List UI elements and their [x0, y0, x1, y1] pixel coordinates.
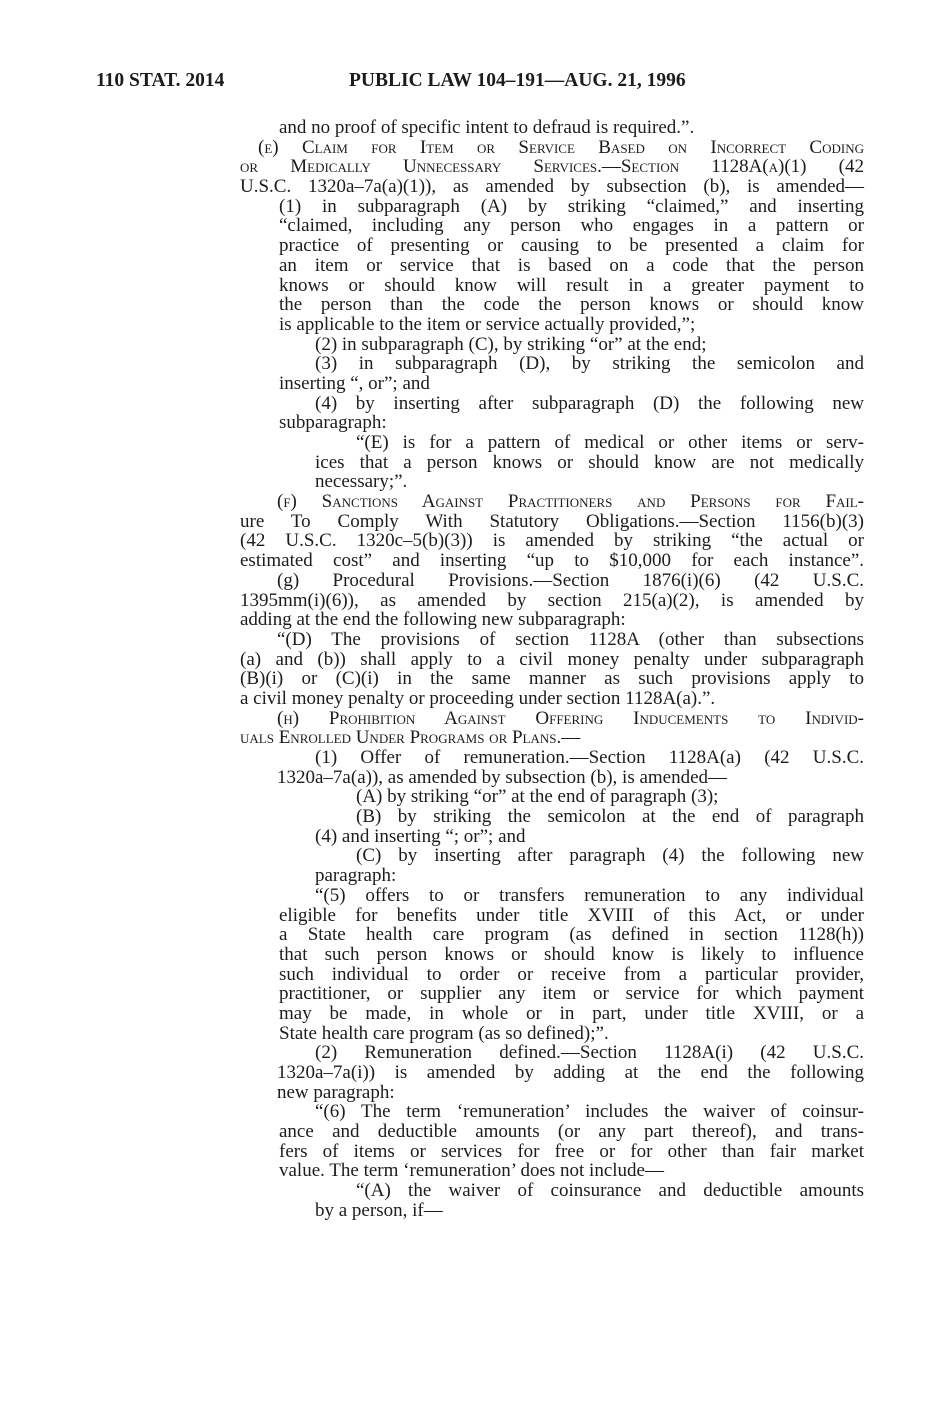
text-line: necessary;”.: [315, 471, 408, 493]
text-line: (B)(i) or (C)(i) in the same manner as such provisions apply to: [240, 668, 864, 690]
text-line: “claimed, including any person who engages in a pattern or: [279, 215, 864, 237]
text-line: [240, 157, 864, 177]
text-line: (2) in subparagraph (C), by striking “or” at the end;: [315, 333, 707, 355]
text-line: by a person, if—: [315, 1199, 443, 1221]
text-line: practitioner, or supplier any item or service for which payment: [279, 983, 864, 1005]
text-line: “(5) offers to or transfers remuneration to any individual: [315, 884, 864, 906]
text-line: 1320a–7a(a)), as amended by subsection (b), is amended—: [277, 766, 728, 788]
paragraph-heading: (2) Remuneration defined.—Section 1128A(i) (42 U.S.C.: [315, 1042, 864, 1064]
text-line: “(D) The provisions of section 1128A (other than subsections: [277, 628, 864, 650]
text-line: such individual to order or receive from a particular provider,: [279, 963, 864, 985]
text-line: (a) and (b)) shall apply to a civil money penalty under subparagraph: [240, 648, 864, 670]
text-line: 1395mm(i)(6)), as amended by section 215(a)(2), is amended by: [240, 589, 864, 611]
text-line: value. The term ‘remuneration’ does not include—: [279, 1160, 664, 1182]
text-line: eligible for benefits under title XVIII of this Act, or under: [279, 904, 864, 926]
paragraph-heading: (1) Offer of remuneration.—Section 1128A(a) (42 U.S.C.: [315, 747, 864, 768]
text-line: (C) by inserting after paragraph (4) the following new: [356, 845, 864, 867]
text-line: adding at the end the following new subparagraph:: [240, 609, 626, 631]
text-line: (3) in subparagraph (D), by striking the semicolon and: [315, 353, 864, 375]
text-line: ices that a person knows or should know are not medically: [315, 451, 864, 473]
text-line: new paragraph:: [277, 1081, 395, 1103]
text-line: subparagraph:: [279, 412, 387, 434]
text-line: “(E) is for a pattern of medical or other items or serv-: [356, 432, 864, 453]
public-law-title: PUBLIC LAW 104–191—AUG. 21, 1996: [349, 70, 686, 91]
text-line: (42 U.S.C. 1320c–5(b)(3)) is amended by striking “the actual or: [240, 530, 864, 552]
section-heading-cont: uals Enrolled Under Programs or Plans.—: [240, 727, 581, 749]
page-header: [96, 70, 863, 98]
section-heading: (f) Sanctions Against Practitioners and Persons for Fail-: [277, 491, 864, 513]
text-line: “(6) The term ‘remuneration’ includes the waiver of coinsur-: [315, 1101, 864, 1123]
text-line: may be made, in whole or in part, under title XVIII, or a: [279, 1002, 864, 1024]
text-line: inserting “, or”; and: [279, 372, 430, 394]
text-line: (4) by inserting after subparagraph (D) the following new: [315, 392, 864, 414]
text-line: ure To Comply With Statutory Obligations.—Section 1156(b)(3): [240, 510, 864, 532]
section-heading-cont: or Medically Unnecessary Services.—Section 1128A(a)(1) (42: [240, 156, 864, 178]
text-line: (A) by striking “or” at the end of paragraph (3);: [356, 786, 719, 808]
text-line: a State health care program (as defined in section 1128(h)): [279, 924, 864, 946]
text-line: (4) and inserting “; or”; and: [315, 825, 526, 847]
text-line: an item or service that is based on a code that the person: [279, 254, 864, 276]
text-line: (1) in subparagraph (A) by striking “claimed,” and inserting: [279, 195, 864, 217]
statute-page-number: 110 STAT. 2014: [96, 70, 225, 91]
text-line: 1320a–7a(i)) is amended by adding at the end the following: [277, 1062, 864, 1083]
text-line: the person than the code the person knows or should know: [279, 294, 864, 316]
section-heading: (e) Claim for Item or Service Based on Incorrect Coding: [258, 136, 864, 158]
text-line: “(A) the waiver of coinsurance and deductible amounts: [356, 1180, 864, 1202]
text-line: estimated cost” and inserting “up to $10,000 for each instance”.: [240, 550, 864, 572]
text-line: ance and deductible amounts (or any part thereof), and trans-: [279, 1121, 864, 1143]
text-line: that such person knows or should know is likely to influence: [279, 943, 864, 965]
text-line: paragraph:: [315, 865, 397, 887]
text-line: and no proof of specific intent to defraud is required.”.: [279, 117, 695, 138]
text-line: State health care program (as so defined);”.: [279, 1022, 609, 1044]
text-line: a civil money penalty or proceeding under section 1128A(a).”.: [240, 687, 716, 709]
text-line: is applicable to the item or service actually provided,”;: [279, 313, 696, 335]
text-line: practice of presenting or causing to be presented a claim for: [279, 235, 864, 257]
text-line: fers of items or services for free or for other than fair market: [279, 1140, 864, 1162]
text-line: knows or should know will result in a greater payment to: [279, 274, 864, 296]
law-text: [240, 118, 864, 1221]
text-line: U.S.C. 1320a–7a(a)(1)), as amended by subsection (b), is amended—: [240, 176, 864, 198]
text-line: (B) by striking the semicolon at the end of paragraph: [356, 806, 864, 828]
section-heading: (h) Prohibition Against Offering Inducements to Individ-: [277, 707, 864, 729]
section-heading: (g) Procedural Provisions.—Section 1876(i)(6) (42 U.S.C.: [277, 569, 864, 591]
